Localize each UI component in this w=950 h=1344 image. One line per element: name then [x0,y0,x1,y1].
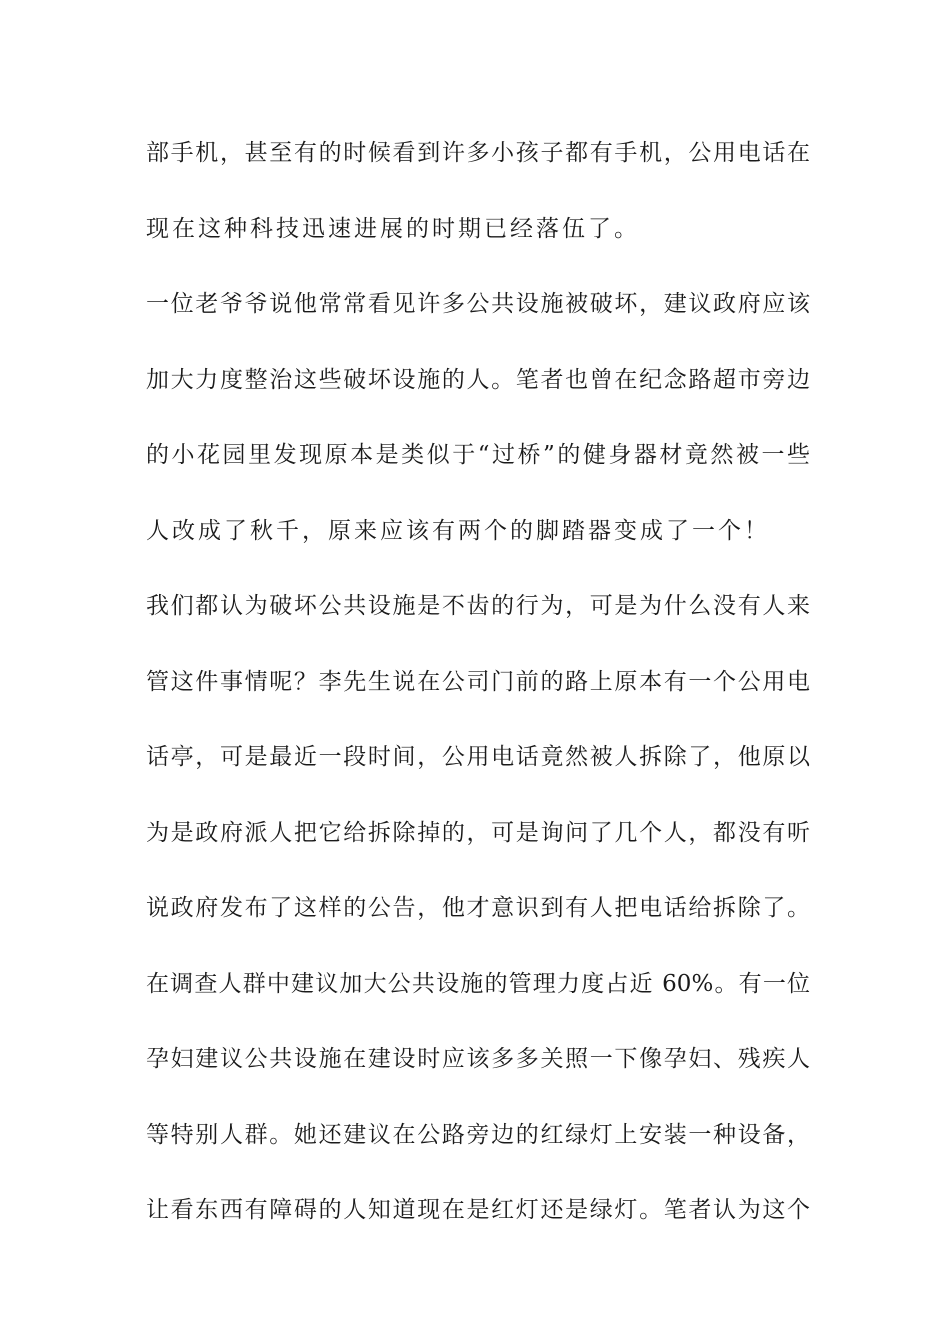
text-line: 人改成了秋千，原来应该有两个的脚踏器变成了一个！ [146,518,770,544]
text-line: 让看东西有障碍的人知道现在是红灯还是绿灯。笔者认为这个 [146,1197,810,1223]
text-line: 一位老爷爷说他常常看见许多公共设施被破坏，建议政府应该 [146,291,810,317]
text-line: 加大力度整治这些破坏设施的人。笔者也曾在纪念路超市旁边 [146,367,810,393]
text-line: 在调查人群中建议加大公共设施的管理力度占近 60%。有一位 [146,971,810,997]
text-line: 孕妇建议公共设施在建设时应该多多关照一下像孕妇、残疾人 [146,1046,810,1072]
text-line: 部手机，甚至有的时候看到许多小孩子都有手机，公用电话在 [146,140,810,166]
text-line: 的小花园里发现原本是类似于“过桥”的健身器材竟然被一些 [146,442,810,468]
text-line: 管这件事情呢？李先生说在公司门前的路上原本有一个公用电 [146,669,810,695]
text-line: 说政府发布了这样的公告，他才意识到有人把电话给拆除了。 [146,895,810,921]
text-line: 等特别人群。她还建议在公路旁边的红绿灯上安装一种设备， [146,1122,810,1148]
text-line: 话亭，可是最近一段时间，公用电话竟然被人拆除了，他原以 [146,744,810,770]
text-line: 现在这种科技迅速进展的时期已经落伍了。 [146,216,640,242]
text-line: 为是政府派人把它给拆除掉的，可是询问了几个人，都没有听 [146,820,810,846]
text-line: 我们都认为破坏公共设施是不齿的行为，可是为什么没有人来 [146,593,810,619]
